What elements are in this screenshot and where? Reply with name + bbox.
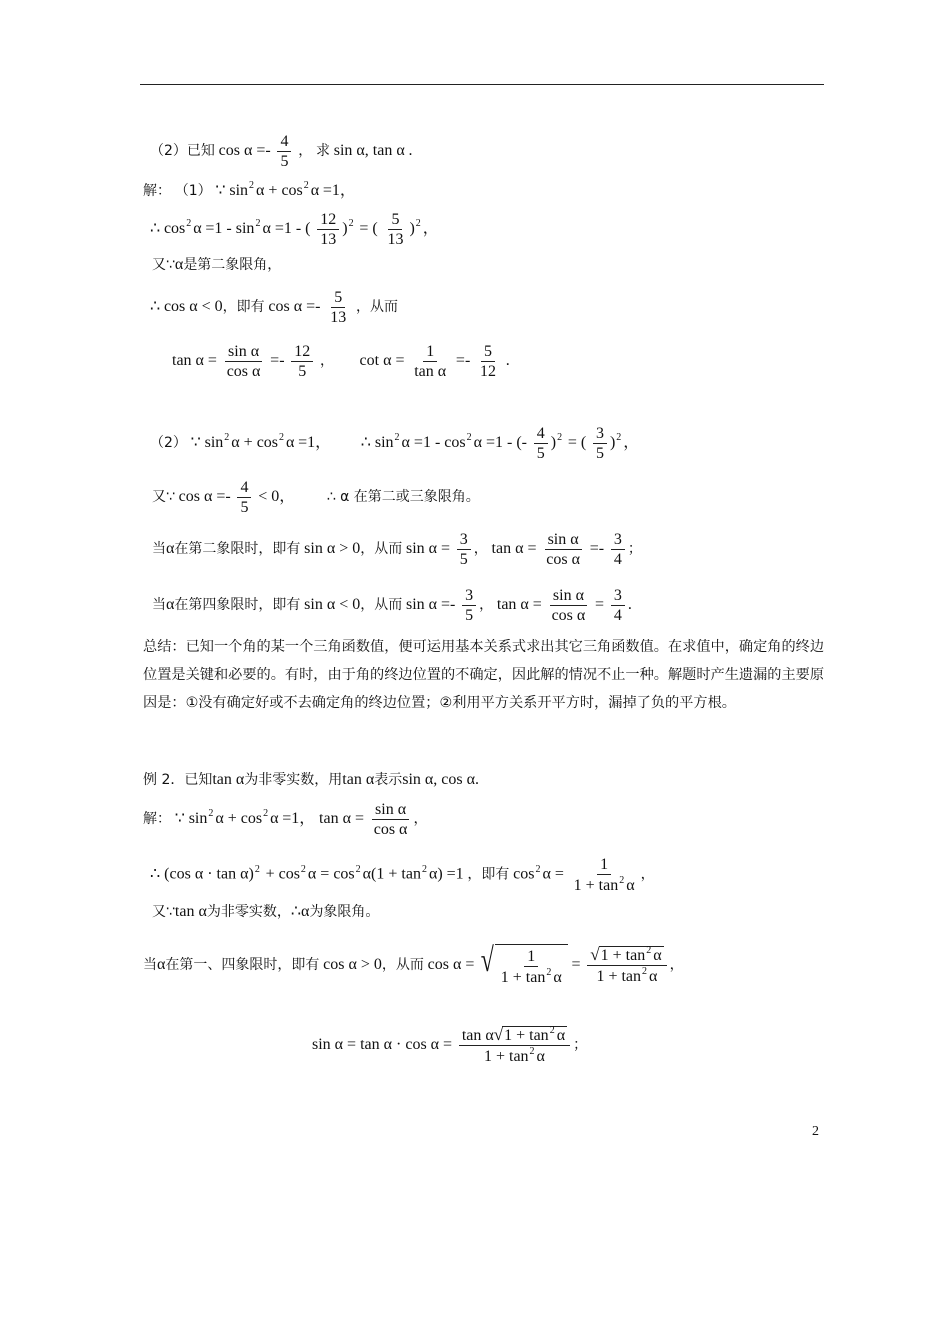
solution-1-quadrant: 又∵α是第二象限角，	[152, 256, 282, 273]
solution-1-tan-cot: tan α = $\frac{\text{sin α}}{\text{cos α}}$ =- $\frac{12}{5}$ ， cot α = $\frac{1}{\text{tan α}}$ =- $\frac{5}{12}$ .	[172, 343, 510, 381]
example-2-quadrant: 又∵tan α为非零实数，∴α为象限角。	[152, 903, 380, 920]
problem-2-prefix: （2）已知	[150, 143, 215, 160]
solution-2-quadrant: 又∵ cos α =- $\frac{4}{5}$ < 0， ∴ α 在第二或三象限角。	[152, 479, 480, 517]
solution-2-case-quadrant-4: 当α在第四象限时，即有 sin α < 0，从而 sin α =- $\frac{3}{5}$ ， tan α = $\frac{\text{sin α}}{\text{cos α}}$ = $\frac{3}{4}$ .	[152, 587, 632, 625]
problem-2-statement: （2）已知 cos α =- $\frac{4}{5}$ ， 求 sin α, tan α .	[150, 133, 413, 171]
fraction-5-12: $\frac{5}{12}$	[480, 343, 497, 381]
fraction-5-13-b: $\frac{5}{13}$	[330, 289, 347, 327]
solution-2-case-quadrant-2: 当α在第二象限时，即有 sin α > 0，从而 sin α = $\frac{3}{5}$ ， tan α = $\frac{\text{sin α}}{\text{cos α}}$ =- $\frac{3}{4}$ ；	[152, 531, 642, 569]
solution-1-cos-squared: ∴ $\cos^2 \alpha =1 - \sin^2 \alpha =1$ - ( $\frac{12}{13}$ )$^2$ = ( $\frac{5}{13}$ )$^2$ ，	[150, 211, 439, 249]
ask-expr: sin α, tan α	[333, 142, 405, 160]
fraction-12-5: $\frac{12}{5}$	[291, 342, 313, 381]
example-2-case: 当α在第一、四象限时，即有 cos α > 0，从而 cos α = √ 1 $1 + \tan^2 \alpha$ = $\frac{√1 + \tan^2 \alpha}{1 + \tan^2 \alpha}$ ，	[143, 942, 684, 987]
ask-label: 求	[315, 143, 330, 160]
example-2-cos-squared: ∴ (cos $\alpha \cdot \tan \alpha)^2 + \cos^2 \alpha = \cos^2 \alpha(1 + \tan^2 \alpha) =1$ ，即有 $\cos^2 \alpha$ = $\frac{1}{1 + \tan^2 \alpha}$ ，	[150, 856, 655, 895]
solution-1-cos-value: ∴ cos α < 0，即有 cos α =- $\frac{5}{13}$ ，从而	[150, 289, 398, 327]
solution-label: 解：	[143, 183, 171, 199]
fraction-4-5: $\frac{4}{5}$	[277, 132, 291, 171]
solution-2-sin-squared: （2） ∵ $\sin^2 \alpha + \cos^2 \alpha =1$， ∴ $\sin^2 \alpha =1 - \cos^2 \alpha =1$ - (- $\frac{4}{5}$ )$^2$ = ( $\frac{3}{5}$ )$^2$ ，	[150, 425, 640, 463]
header-rule	[140, 84, 824, 85]
fraction-12-13: $\frac{12}{13}$	[317, 210, 339, 249]
example-2-sin-result: sin α = tan α · cos α = $\frac{\tan \alpha√1 + \tan^2 \alpha}{1 + \tan^2 \alpha}$ ；	[312, 1025, 588, 1066]
fraction-5-13: $\frac{5}{13}$	[387, 211, 404, 249]
example-2-title: 例 2．已知tan α为非零实数，用tan α表示sin α, cos α.	[143, 771, 479, 788]
solution-1-identity: 解： （1） ∵ $\sin^2 \alpha + \cos^2 \alpha =1$，	[143, 180, 356, 199]
square-root-fraction: √ 1 $1 + \tan^2 \alpha$	[478, 944, 568, 987]
summary-paragraph: 总结：已知一个角的某一个三角函数值，便可运用基本关系式求出其它三角函数值。在求值中，确定角的终边位置是关键和必要的。有时，由于角的终边位置的不确定，因此解的情况不止一种。解题时产生遗漏的主要原因是：①没有确定好或不去确定角的终边位置；②利用平方关系开平方时，漏掉了负的平方根。	[143, 639, 825, 711]
page-number: 2	[812, 1124, 819, 1139]
example-2-identities: 解： ∵ $\sin^2 \alpha + \cos^2 \alpha =1$， tan α = $\frac{\text{sin α}}{\text{cos α}}$ ，	[143, 801, 428, 839]
cos-alpha-expr: cos α =-	[218, 142, 271, 160]
